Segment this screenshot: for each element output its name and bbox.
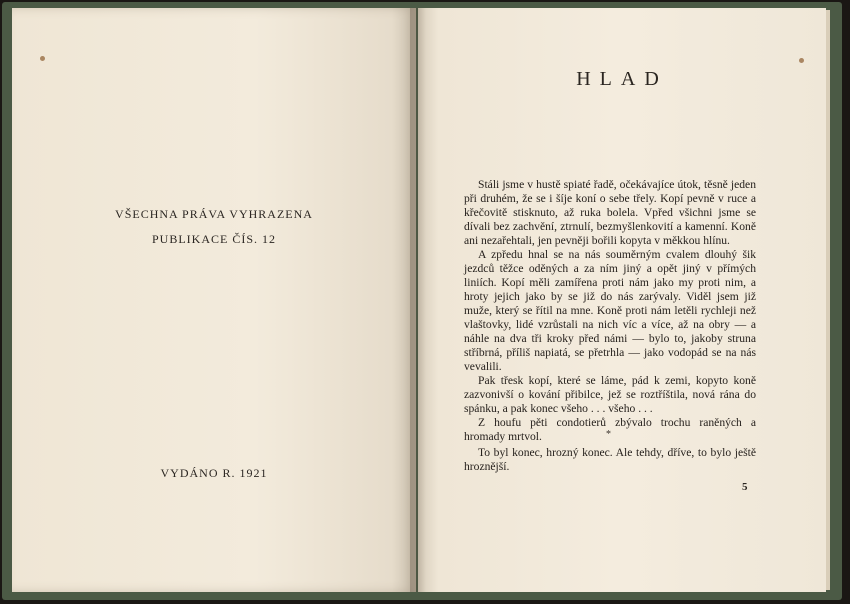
page-number: 5 (742, 481, 748, 493)
paragraph: Z houfu pěti condotierů zbývalo trochu raněných a hromady mrtvol. (464, 416, 756, 443)
paragraph: A zpředu hnal se na nás souměrným cvalem dlouhý šik jezdců těžce oděných a za ním jiný a opět jiný v přímých liniích. Kopí měli zamířena proti nám jako my proti nim, a hroty jejich jako by se již do nás zarývaly. Viděl jsem již muže, který se řítil na mne. Koně proti nám letěli rychleji než vlaštovky, lidé vzrůstali na nich víc a více, až na obry — a náhle na dva tři kroky před námi — bylo to, jakoby struna stříbrná, příliš napiatá, se přetrhla — jako vodopád se na nás vevalili. (464, 248, 756, 373)
paragraph: Stáli jsme v hustě spiaté řadě, očekávajíce útok, těsně jeden při druhém, že se i šíje koní o sebe třely. Kopí pevně v ruce a křečovitě stisknuto, až ruka bolela. Vpřed všichni jsme se dívali bez zachvění, ztrnulí, bezmyšlenkovití a kamenní. Koně ani nezařehtali, jen pevněji bořili kopyta v měkkou hlínu. (464, 178, 756, 247)
pin-mark (799, 58, 804, 63)
pin-mark (40, 56, 45, 61)
section-separator: * (606, 429, 611, 440)
chapter-body (464, 178, 756, 444)
rights-notice: VŠECHNA PRÁVA VYHRAZENA (115, 207, 313, 221)
left-page (12, 8, 416, 592)
paragraph: To byl konec, hrozný konec. Ale tehdy, dříve, to bylo ještě hroznější. (464, 446, 756, 473)
book-spine (410, 8, 426, 592)
page-edge (826, 10, 830, 590)
chapter-title: HLAD (576, 68, 668, 90)
paragraph: Pak třesk kopí, které se láme, pád k zemi, kopyto koně zazvonivší o kování přibilce, jež se roztříštila, nová rána do spánku, a pak konec všeho . . . všeho . . . (464, 374, 756, 415)
publication-number: PUBLIKACE ČÍS. 12 (151, 232, 276, 246)
closing-paragraph (464, 446, 756, 474)
edition-year: VYDÁNO R. 1921 (160, 466, 268, 480)
